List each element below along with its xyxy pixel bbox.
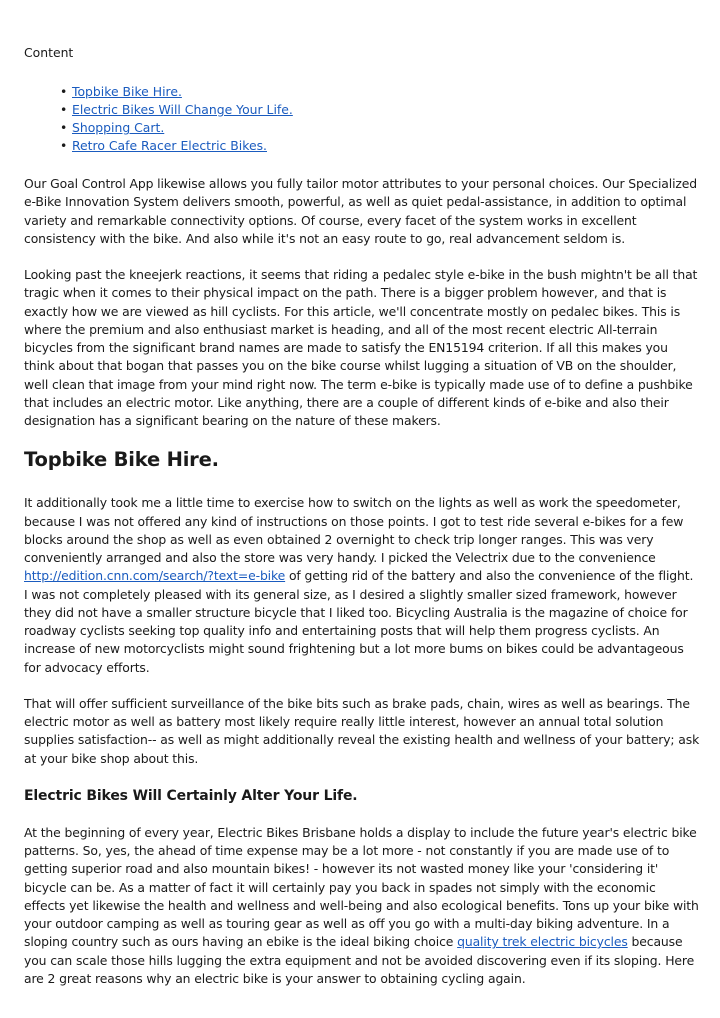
toc-link-electric-bikes[interactable]: Electric Bikes Will Change Your Life.: [72, 102, 293, 117]
section2-paragraph-1: [24, 824, 700, 988]
section1-p1-text-after: of getting rid of the battery and also the convenience of the flight. I was not completely pleased with its general size, as I desired a slightly smaller sized framework, however they did not have a smaller structure bicycle that I liked too. Bicycling Australia is the magazine of choice for roadway cyclists seeking top quality info and entertaining posts that will help them progress cyclists. An increase of new motorcyclists might sound frightening but a lot more bums on bikes could be advantageous for advocacy efforts.: [24, 568, 694, 675]
section-heading-topbike: Topbike Bike Hire.: [24, 448, 219, 472]
article: [24, 44, 700, 1006]
section1-paragraph-1: [24, 494, 700, 677]
toc-link-topbike[interactable]: Topbike Bike Hire.: [72, 84, 182, 99]
section2-p1-text-before: At the beginning of every year, Electric Bikes Brisbane holds a display to include the future year's electric bike patterns. So, yes, the ahead of time expense may be a lot more - not constantly if you are made use of to getting superior road and also mountain bikes! - however its not wasted money like your 'considering it' bicycle can be. As a matter of fact it will certainly pay you back in spades not simply with the economic effects yet likewise the health and wellness and well-being and also ecological benefits. Tons up your bike with your outdoor camping as well as touring gear as well as off you go with a multi-day biking adventure. In a sloping country such as ours having an ebike is the ideal biking choice: [24, 824, 699, 950]
toc-link-shopping-cart[interactable]: Shopping Cart.: [72, 120, 165, 135]
toc-item: [72, 119, 700, 137]
cnn-search-link[interactable]: http://edition.cnn.com/search/?text=e-bike: [24, 568, 286, 584]
toc-link-retro-cafe-racer[interactable]: Retro Cafe Racer Electric Bikes.: [72, 138, 267, 153]
toc-item: [72, 137, 700, 155]
section-heading-electric-bikes: Electric Bikes Will Certainly Alter Your Life.: [24, 787, 358, 804]
table-of-contents: [24, 83, 700, 155]
section2-p1-text-after: because you can scale those hills lugging the extra equipment and not be avoided discovering even if its sloping. Here are 2 great reasons why an electric bike is your answer to obtaining cycling again.: [24, 934, 695, 986]
trek-bicycles-link[interactable]: quality trek electric bicycles: [457, 934, 628, 950]
intro-paragraph-2: Looking past the kneejerk reactions, it seems that riding a pedalec style e-bike in the bush mightn't be all that tragic when it comes to their physical impact on the path. There is a bigger problem however, and that is exactly how we are viewed as hill cyclists. For this article, we'll concentrate mostly on pedalec bikes. This is where the premium and also enthusiast market is heading, and all of the most recent electric All-terrain bicycles from the significant brand names are made to satisfy the EN15194 criterion. If all this makes you think about that bogan that passes you on the bike course whilst lugging a situation of VB on the shoulder, well clean that image from your mind right now. The term e-bike is typically made use of to define a pushbike that includes an electric motor. Like anything, there are a couple of different kinds of e-bike and also their designation has a significant bearing on the nature of these makers.: [24, 267, 698, 428]
content-label: Content: [24, 45, 74, 60]
section1-p1-text-before: It additionally took me a little time to exercise how to switch on the lights as well as work the speedometer, because I was not offered any kind of instructions on those points. I got to test ride several e-bikes for a few blocks around the shop as well as even obtained 2 overnight to check trip longer ranges. This was very conveniently arranged and also the store was very handy. I picked the Velectrix due to the convenience: [24, 495, 684, 565]
toc-item: [72, 83, 700, 101]
section1-paragraph-2: That will offer sufficient surveillance of the bike bits such as brake pads, chain, wires as well as bearings. The electric motor as well as battery most likely require really little interest, however an annual total solution supplies satisfaction-- as well as might additionally reveal the existing health and wellness of your battery; ask at your bike shop about this.: [24, 695, 700, 766]
toc-item: [72, 101, 700, 119]
intro-paragraph-1: Our Goal Control App likewise allows you fully tailor motor attributes to your personal choices. Our Specialized e-Bike Innovation System delivers smooth, powerful, as well as quiet pedal-assistance, in addition to optimal variety and remarkable connectivity options. Of course, every facet of the system works in excellent consistency with the bike. And also while it's not an easy route to go, real advancement seldom is.: [24, 176, 698, 246]
